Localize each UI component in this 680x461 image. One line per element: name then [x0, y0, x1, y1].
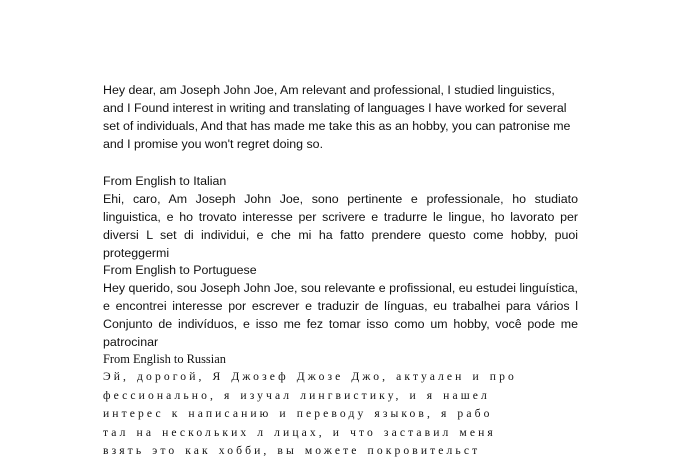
- italian-heading: From English to Italian: [103, 174, 227, 188]
- russian-heading: From English to Russian: [103, 352, 226, 366]
- portuguese-paragraph: Hey querido, sou Joseph John Joe, sou relevante e profissional, eu estudei linguística, e encontrei interesse por escrever e traduzir de línguas, eu trabalhei para vários l Conjunto de indivíduos, e isso me fez tomar isso como um hobby, você pode me patrocinar: [103, 281, 578, 349]
- intro-paragraph: Hey dear, am Joseph John Joe, Am relevant and professional, I studied linguistics, and I Found interest in writing and translating of languages I have worked for several set of individuals, And that has made me take this as an hobby, you can patronise me and I promise you won't regret doing so.: [103, 83, 571, 151]
- russian-line: фессионально, я изучал лингвистику, и я нашел: [103, 388, 490, 402]
- portuguese-heading: From English to Portuguese: [103, 263, 257, 277]
- italian-paragraph: Ehi, caro, Am Joseph John Joe, sono pertinente e professionale, ho studiato linguistica, e ho trovato interesse per scrivere e tradurre le lingue, ho lavorato per diversi L set di individui, e che mi ha fatto prendere questo come hobby, puoi proteggermi: [103, 192, 578, 260]
- russian-line: интерес к написанию и переводу языков, я рабо: [103, 407, 493, 421]
- russian-line: тал на нескольких л лицах, и что заставил меня: [103, 425, 496, 439]
- russian-paragraph: [103, 368, 578, 461]
- russian-line: Эй, дорогой, Я Джозеф Джозе Джо, актуален и про: [103, 370, 517, 383]
- russian-line: взять это как хобби, вы можете покровительст: [103, 444, 481, 458]
